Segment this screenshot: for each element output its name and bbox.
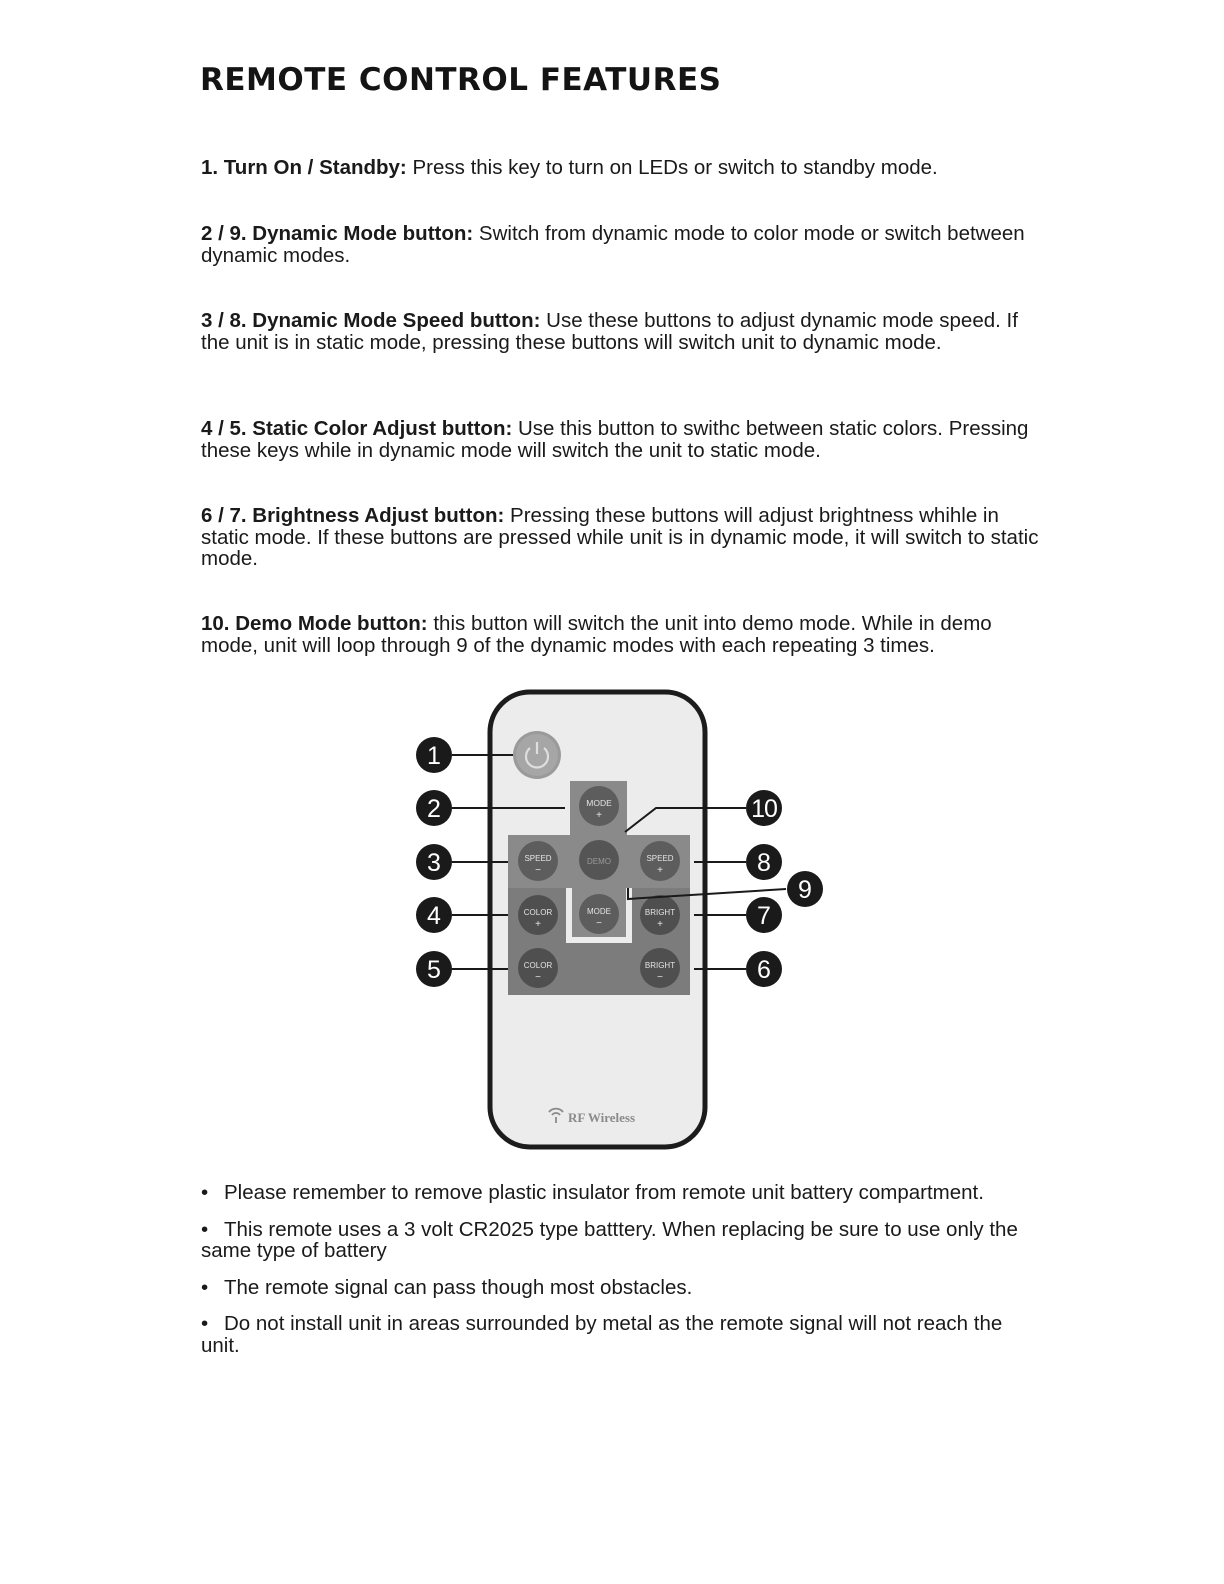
- speed-plus-button[interactable]: [640, 841, 680, 881]
- brand-label: RF Wireless: [568, 1110, 636, 1125]
- color-minus-sign: −: [535, 972, 541, 983]
- mode-plus-sign: +: [596, 810, 602, 821]
- callout-1: [416, 737, 452, 773]
- callout-number: 7: [757, 902, 771, 930]
- demo-button[interactable]: [579, 840, 619, 880]
- mode-minus-sign: −: [596, 918, 602, 929]
- feature-description: Use this button to swithc between static colors. Pressing these keys while in dynamic mode will switch the unit to static mode.: [201, 417, 1029, 462]
- feature-term: 3 / 8. Dynamic Mode Speed button:: [201, 309, 541, 332]
- mode-minus-button[interactable]: [566, 888, 632, 943]
- page-title: REMOTE CONTROL FEATURES: [200, 62, 722, 98]
- callout-5: [416, 951, 452, 987]
- color-minus-label: COLOR: [523, 961, 553, 970]
- callout-7: [746, 897, 782, 933]
- callout-number: 6: [757, 956, 771, 984]
- bullet: •: [201, 1312, 209, 1335]
- notes-list: [201, 1182, 1031, 1371]
- callout-6: [746, 951, 782, 987]
- feature-demo-mode: [201, 613, 1041, 656]
- note-item: [201, 1313, 1031, 1356]
- feature-description: Press this key to turn on LEDs or switch to standby mode.: [412, 156, 938, 179]
- callout-9: [787, 871, 823, 907]
- demo-label: DEMO: [587, 857, 611, 866]
- note-text: Please remember to remove plastic insulator from remote unit battery compartment.: [224, 1181, 984, 1204]
- callout-number: 9: [798, 876, 812, 904]
- callout-number: 4: [427, 902, 441, 930]
- feature-description: Switch from dynamic mode to color mode or switch between dynamic modes.: [201, 222, 1025, 267]
- feature-term: 1. Turn On / Standby:: [201, 156, 407, 179]
- bright-minus-sign: −: [657, 972, 663, 983]
- feature-term: 6 / 7. Brightness Adjust button:: [201, 504, 505, 527]
- callout-number: 8: [757, 849, 771, 877]
- mode-plus-label: MODE: [586, 798, 612, 808]
- feature-turn-on-standby: [201, 157, 1041, 179]
- speed-minus-sign: −: [535, 865, 541, 876]
- bright-minus-label: BRIGHT: [644, 961, 676, 970]
- callout-2: [416, 790, 452, 826]
- feature-dynamic-mode: [201, 223, 1041, 266]
- feature-brightness-adjust: [201, 505, 1041, 570]
- color-minus-button[interactable]: [518, 948, 558, 988]
- feature-term: 10. Demo Mode button:: [201, 612, 428, 635]
- feature-description: this button will switch the unit into demo mode. While in demo mode, unit will loop through 9 of the dynamic modes with each repeating 3 times.: [201, 612, 992, 657]
- callout-number: 5: [427, 956, 441, 984]
- note-item: [201, 1277, 1031, 1299]
- callout-3: [416, 844, 452, 880]
- bright-plus-sign: +: [657, 919, 663, 930]
- feature-static-color-adjust: [201, 418, 1041, 461]
- callout-4: [416, 897, 452, 933]
- speed-plus-label: SPEED: [646, 854, 674, 863]
- callout-8: [746, 844, 782, 880]
- callout-number: 1: [427, 742, 441, 770]
- bright-plus-label: BRIGHT: [644, 908, 676, 917]
- note-text: Do not install unit in areas surrounded by metal as the remote signal will not reach the unit.: [201, 1312, 1003, 1357]
- power-button[interactable]: [513, 731, 561, 779]
- color-plus-button[interactable]: [518, 895, 558, 935]
- bullet: •: [201, 1181, 209, 1204]
- color-plus-label: COLOR: [523, 908, 553, 917]
- speed-minus-label: SPEED: [524, 854, 552, 863]
- bullet: •: [201, 1275, 209, 1299]
- feature-dynamic-mode-speed: [201, 310, 1041, 353]
- note-text: The remote signal can pass though most obstacles.: [224, 1275, 693, 1299]
- callout-number: 3: [427, 849, 441, 877]
- callout-10: [746, 790, 782, 826]
- feature-term: 4 / 5. Static Color Adjust button:: [201, 417, 513, 440]
- callout-number: 2: [427, 795, 441, 823]
- mode-minus-label: MODE: [587, 907, 611, 916]
- bright-minus-button[interactable]: [640, 948, 680, 988]
- speed-plus-sign: +: [657, 865, 663, 876]
- speed-minus-button[interactable]: [518, 841, 558, 881]
- callout-number: 10: [751, 795, 777, 823]
- note-item: [201, 1219, 1031, 1262]
- color-plus-sign: +: [535, 919, 541, 930]
- bullet: •: [201, 1217, 209, 1241]
- mode-plus-button[interactable]: [579, 786, 619, 826]
- note-item: [201, 1182, 1031, 1204]
- note-text: This remote uses a 3 volt CR2025 type batttery. When replacing be sure to use only the same type of battery: [201, 1217, 1018, 1262]
- feature-term: 2 / 9. Dynamic Mode button:: [201, 222, 474, 245]
- bright-plus-button[interactable]: [640, 895, 680, 935]
- remote-control-diagram: [400, 685, 840, 1155]
- feature-description: Use these buttons to adjust dynamic mode speed. If the unit is in static mode, pressing these buttons will switch unit to dynamic mode.: [201, 309, 1018, 354]
- feature-description: Pressing these buttons will adjust brightness whihle in static mode. If these buttons are pressed while unit is in dynamic mode, it will switch to static mode.: [201, 504, 1039, 570]
